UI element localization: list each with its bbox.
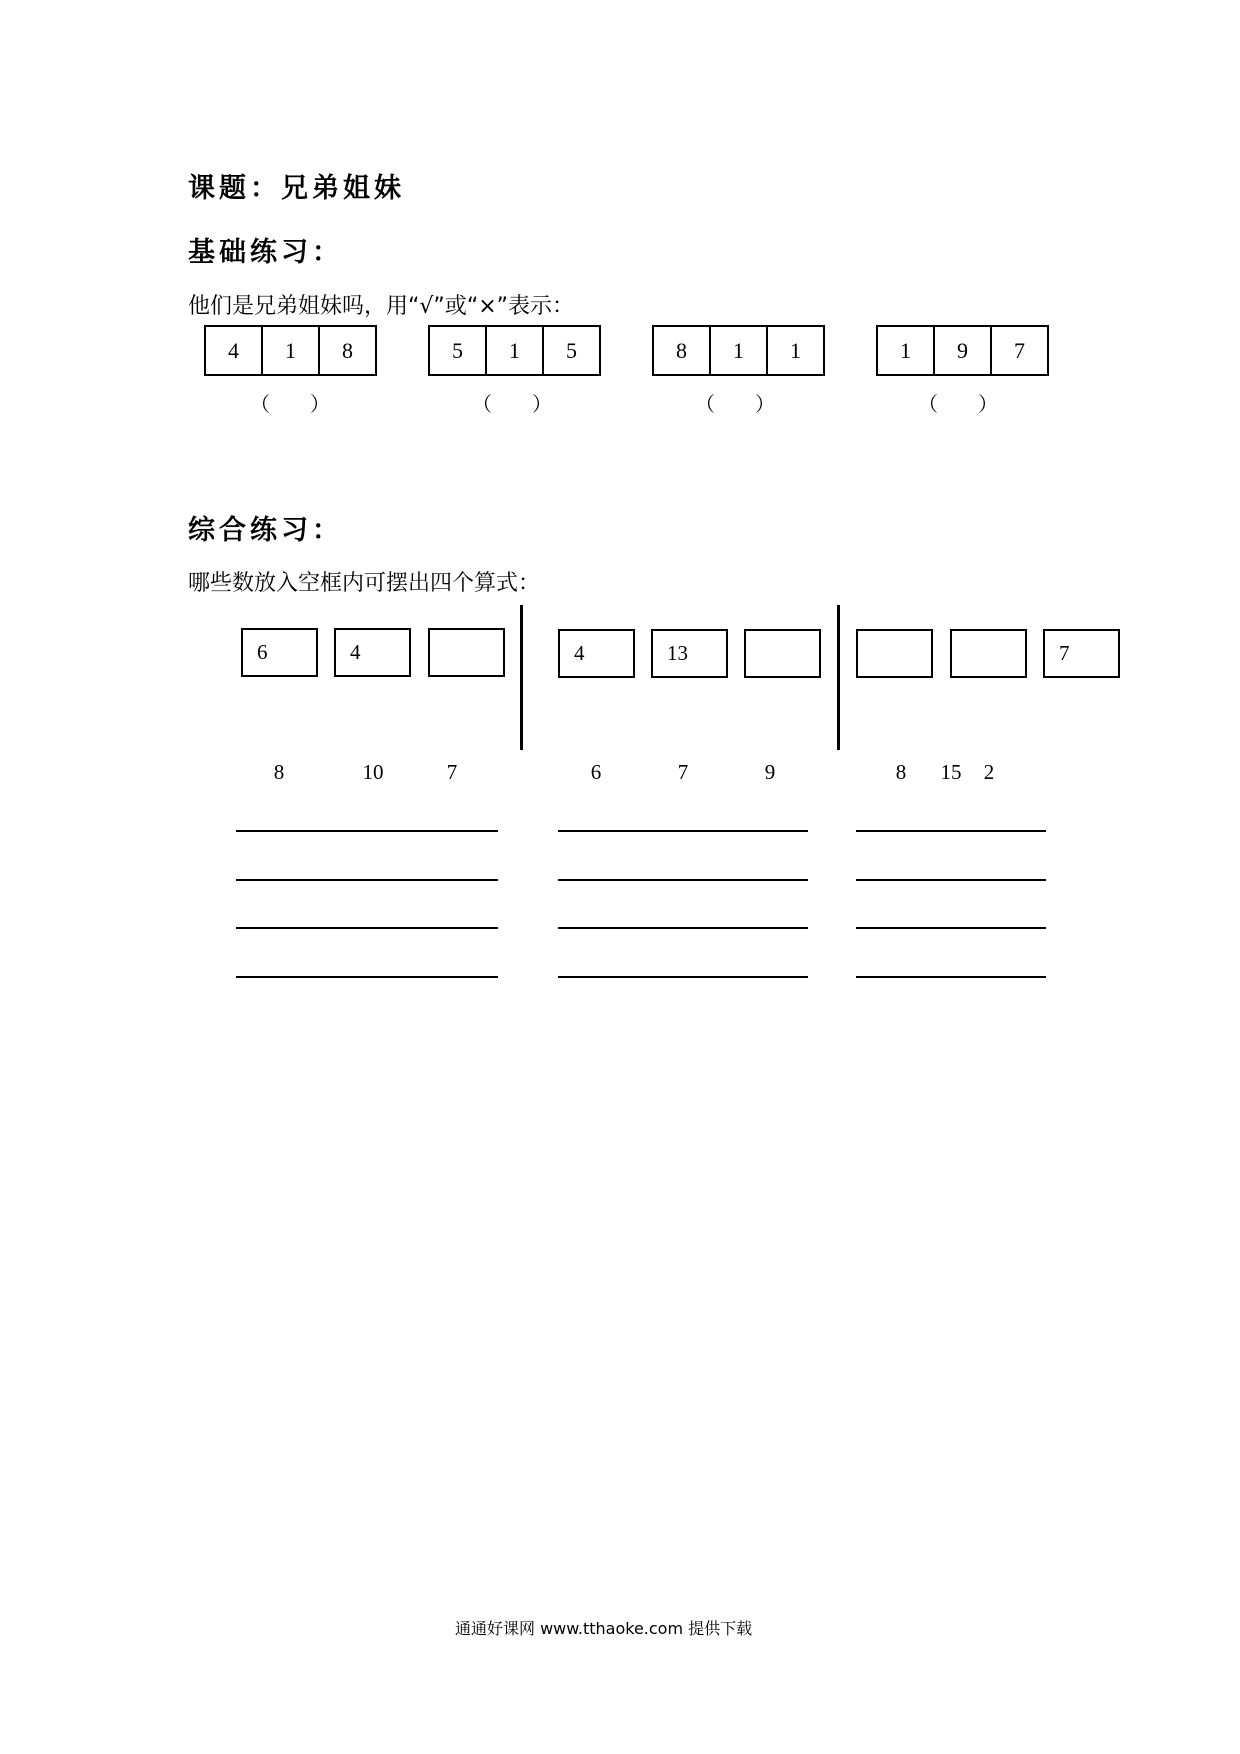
answer-line[interactable] <box>558 879 808 881</box>
page-title: 课题：兄弟姐妹 <box>188 173 405 204</box>
answer-blank-4[interactable] <box>918 388 998 417</box>
digit-cells <box>652 325 825 376</box>
answer-blank-2[interactable] <box>472 388 552 417</box>
digit-cell: 8 <box>676 337 687 363</box>
choice-number: 6 <box>590 760 602 784</box>
empty-box[interactable] <box>744 629 821 678</box>
digit-group-2 <box>428 325 601 376</box>
paren-open: （ <box>918 394 938 416</box>
comprehensive-practice-heading: 综合练习： <box>188 515 343 546</box>
answer-line[interactable] <box>236 976 498 978</box>
empty-box[interactable] <box>950 629 1027 678</box>
digit-cell: 4 <box>228 337 239 363</box>
answer-line[interactable] <box>236 879 498 881</box>
choice-number: 8 <box>273 760 285 784</box>
choice-number: 7 <box>677 760 689 784</box>
choice-number: 7 <box>446 760 458 784</box>
answer-line[interactable] <box>856 927 1046 929</box>
comprehensive-practice-instruction: 哪些数放入空框内可摆出四个算式： <box>188 571 541 596</box>
number-box: 7 <box>1043 629 1120 678</box>
digit-cells <box>876 325 1049 376</box>
answer-line[interactable] <box>856 976 1046 978</box>
number-box: 13 <box>651 629 728 678</box>
footer-credit: 通通好课网 www.tthaoke.com 提供下载 <box>455 1619 753 1638</box>
digit-cells <box>204 325 377 376</box>
paren-close: ） <box>978 394 998 416</box>
digit-cells <box>428 325 601 376</box>
answer-line[interactable] <box>558 927 808 929</box>
answer-blank-1[interactable] <box>250 388 330 417</box>
number-box: 6 <box>241 628 318 677</box>
answer-line[interactable] <box>558 830 808 832</box>
answer-line[interactable] <box>856 879 1046 881</box>
paren-open: （ <box>250 394 270 416</box>
section-divider <box>520 605 523 750</box>
digit-cell: 9 <box>933 327 990 374</box>
basic-practice-heading: 基础练习： <box>188 237 343 268</box>
digit-group-4 <box>876 325 1049 376</box>
paren-close: ） <box>532 394 552 416</box>
section-divider <box>837 605 840 750</box>
answer-line[interactable] <box>236 830 498 832</box>
choice-number: 2 <box>983 760 995 784</box>
number-box: 4 <box>334 628 411 677</box>
choice-number: 10 <box>362 760 384 784</box>
answer-line[interactable] <box>558 976 808 978</box>
answer-line[interactable] <box>236 927 498 929</box>
empty-box[interactable] <box>856 629 933 678</box>
answer-blank-3[interactable] <box>695 388 775 417</box>
empty-box[interactable] <box>428 628 505 677</box>
basic-practice-instruction: 他们是兄弟姐妹吗，用“√”或“×”表示： <box>188 294 575 319</box>
number-box: 4 <box>558 629 635 678</box>
paren-close: ） <box>310 394 330 416</box>
digit-cell: 1 <box>485 327 542 374</box>
digit-cell: 8 <box>318 327 375 374</box>
digit-cell: 5 <box>452 337 463 363</box>
paren-close: ） <box>755 394 775 416</box>
choice-number: 15 <box>940 760 962 784</box>
digit-cell: 1 <box>709 327 766 374</box>
digit-cell: 5 <box>542 327 599 374</box>
digit-group-3 <box>652 325 825 376</box>
digit-cell: 7 <box>990 327 1047 374</box>
answer-line[interactable] <box>856 830 1046 832</box>
paren-open: （ <box>472 394 492 416</box>
digit-cell: 1 <box>261 327 318 374</box>
choice-number: 8 <box>895 760 907 784</box>
paren-open: （ <box>695 394 715 416</box>
choice-number: 9 <box>764 760 776 784</box>
digit-cell: 1 <box>766 327 823 374</box>
digit-group-1 <box>204 325 377 376</box>
digit-cell: 1 <box>900 337 911 363</box>
